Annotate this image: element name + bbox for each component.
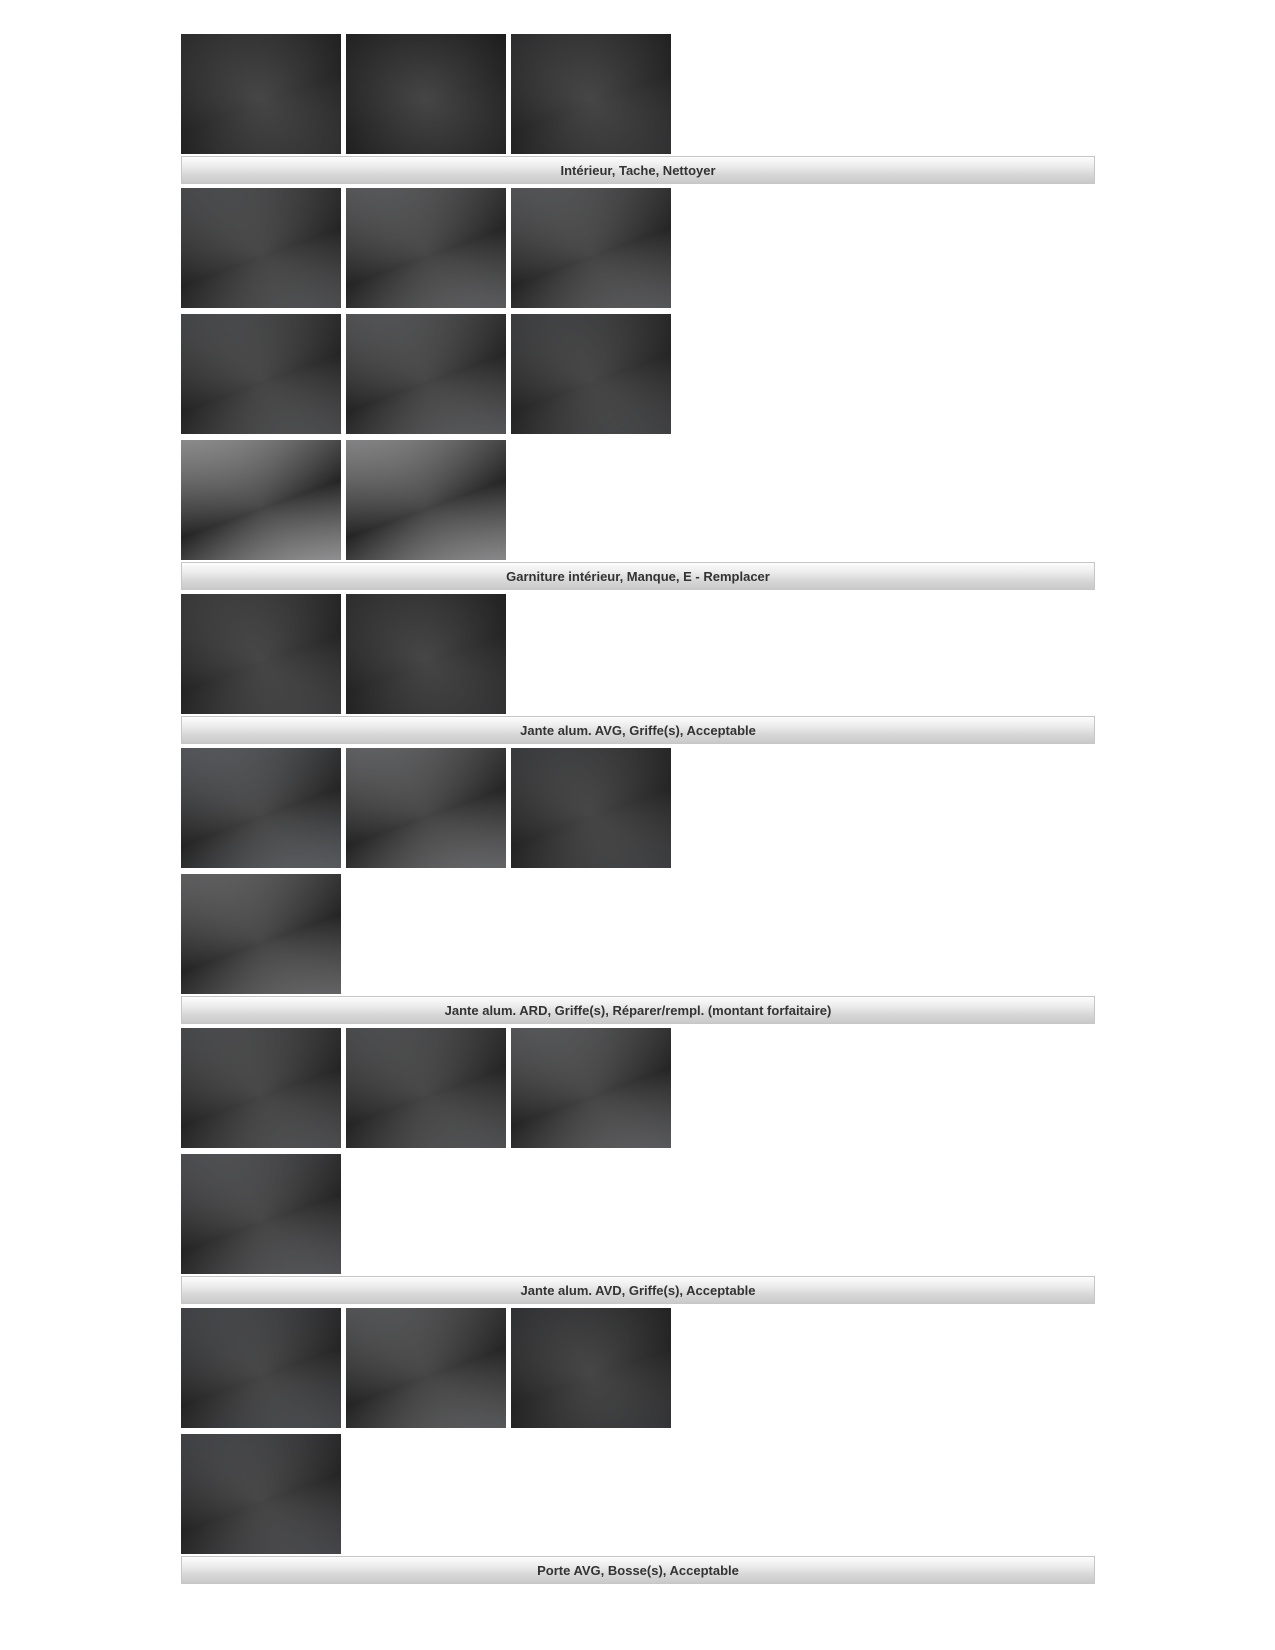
photo-row [181,1028,1095,1148]
damage-photo-thumbnail[interactable] [181,1308,341,1428]
section-header: Jante alum. ARD, Griffe(s), Réparer/rempl. (montant forfaitaire) [181,996,1095,1024]
damage-photo-thumbnail[interactable] [511,1028,671,1148]
damage-photo-thumbnail[interactable] [346,1028,506,1148]
damage-photo-thumbnail[interactable] [181,874,341,994]
section-header: Porte AVG, Bosse(s), Acceptable [181,1556,1095,1584]
damage-photo-thumbnail[interactable] [346,34,506,154]
damage-photo-thumbnail[interactable] [511,188,671,308]
photo-row [181,34,1095,154]
damage-photo-thumbnail[interactable] [181,748,341,868]
photo-row [181,874,1095,994]
damage-photo-thumbnail[interactable] [181,188,341,308]
damage-photo-thumbnail[interactable] [181,1028,341,1148]
photo-row [181,594,1095,714]
photo-row [181,314,1095,434]
section-header: Intérieur, Tache, Nettoyer [181,156,1095,184]
damage-photo-thumbnail[interactable] [346,594,506,714]
damage-photo-thumbnail[interactable] [181,1434,341,1554]
section-header: Jante alum. AVG, Griffe(s), Acceptable [181,716,1095,744]
damage-photo-thumbnail[interactable] [346,1308,506,1428]
damage-photo-thumbnail[interactable] [181,440,341,560]
photo-row [181,440,1095,560]
damage-photo-thumbnail[interactable] [181,594,341,714]
damage-photo-thumbnail[interactable] [346,748,506,868]
damage-photo-thumbnail[interactable] [181,1154,341,1274]
inspection-report [181,34,1095,1588]
damage-photo-thumbnail[interactable] [511,1308,671,1428]
damage-photo-thumbnail[interactable] [346,440,506,560]
photo-row [181,188,1095,308]
damage-photo-thumbnail[interactable] [181,314,341,434]
photo-row [181,1434,1095,1554]
damage-photo-thumbnail[interactable] [511,314,671,434]
photo-row [181,1154,1095,1274]
section-header: Garniture intérieur, Manque, E - Remplacer [181,562,1095,590]
photo-row [181,748,1095,868]
section-header: Jante alum. AVD, Griffe(s), Acceptable [181,1276,1095,1304]
damage-photo-thumbnail[interactable] [181,34,341,154]
damage-photo-thumbnail[interactable] [346,188,506,308]
damage-photo-thumbnail[interactable] [511,748,671,868]
damage-photo-thumbnail[interactable] [346,314,506,434]
damage-photo-thumbnail[interactable] [511,34,671,154]
photo-row [181,1308,1095,1428]
